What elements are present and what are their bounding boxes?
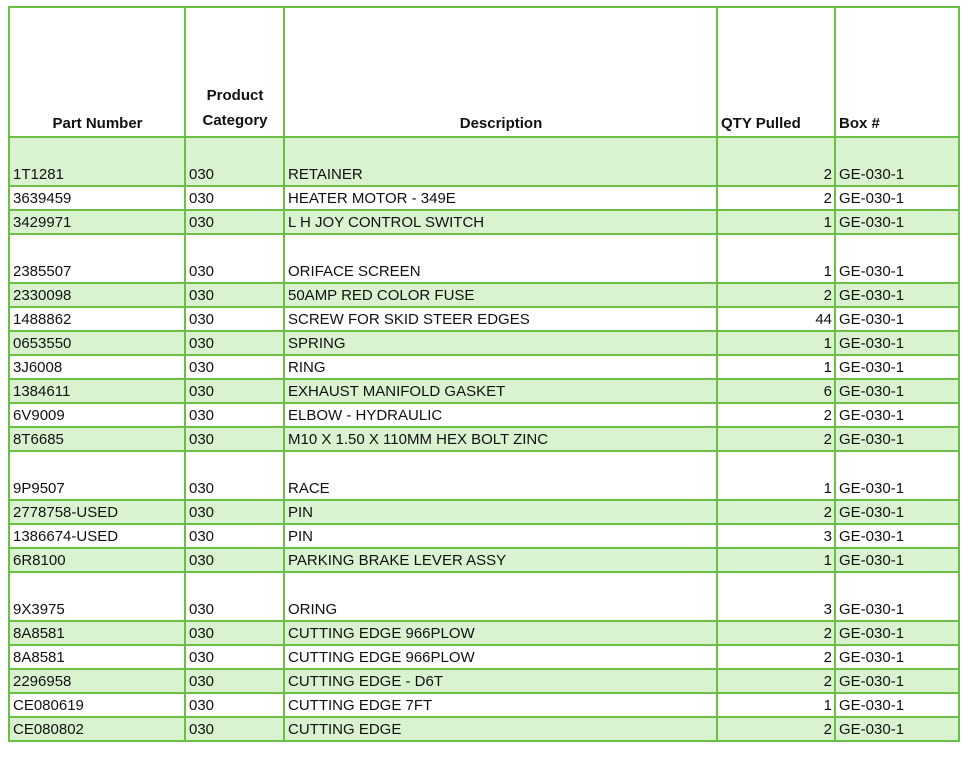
cell-product-category[interactable]: 030 bbox=[185, 645, 284, 669]
cell-description[interactable]: CUTTING EDGE - D6T bbox=[284, 669, 717, 693]
cell-qty-pulled[interactable]: 2 bbox=[717, 645, 835, 669]
table-row bbox=[9, 500, 959, 524]
cell-box[interactable]: GE-030-1 bbox=[835, 500, 959, 524]
cell-part-number[interactable]: 8A8581 bbox=[9, 645, 185, 669]
cell-product-category[interactable]: 030 bbox=[185, 331, 284, 355]
cell-qty-pulled[interactable]: 1 bbox=[717, 355, 835, 379]
cell-description[interactable]: CUTTING EDGE 966PLOW bbox=[284, 621, 717, 645]
cell-description[interactable]: SCREW FOR SKID STEER EDGES bbox=[284, 307, 717, 331]
cell-qty-pulled[interactable]: 2 bbox=[717, 137, 835, 186]
cell-part-number[interactable]: CE080619 bbox=[9, 693, 185, 717]
table-row bbox=[9, 283, 959, 307]
header-product-category[interactable]: Product Category bbox=[185, 7, 284, 137]
cell-qty-pulled[interactable]: 1 bbox=[717, 693, 835, 717]
cell-qty-pulled[interactable]: 6 bbox=[717, 379, 835, 403]
cell-description[interactable]: HEATER MOTOR - 349E bbox=[284, 186, 717, 210]
cell-qty-pulled[interactable]: 2 bbox=[717, 403, 835, 427]
cell-qty-pulled[interactable]: 3 bbox=[717, 572, 835, 621]
cell-description[interactable]: CUTTING EDGE 7FT bbox=[284, 693, 717, 717]
table-row bbox=[9, 693, 959, 717]
cell-box[interactable]: GE-030-1 bbox=[835, 548, 959, 572]
cell-description[interactable]: 50AMP RED COLOR FUSE bbox=[284, 283, 717, 307]
cell-part-number[interactable]: 2296958 bbox=[9, 669, 185, 693]
cell-qty-pulled[interactable]: 1 bbox=[717, 548, 835, 572]
cell-box[interactable]: GE-030-1 bbox=[835, 717, 959, 741]
table-row bbox=[9, 524, 959, 548]
table-row bbox=[9, 669, 959, 693]
cell-qty-pulled[interactable]: 1 bbox=[717, 331, 835, 355]
cell-description[interactable]: ORIFACE SCREEN bbox=[284, 234, 717, 283]
cell-product-category[interactable]: 030 bbox=[185, 451, 284, 500]
header-description[interactable]: Description bbox=[284, 7, 717, 137]
cell-box[interactable]: GE-030-1 bbox=[835, 403, 959, 427]
cell-box[interactable]: GE-030-1 bbox=[835, 451, 959, 500]
cell-description[interactable]: L H JOY CONTROL SWITCH bbox=[284, 210, 717, 234]
cell-box[interactable]: GE-030-1 bbox=[835, 524, 959, 548]
table-row bbox=[9, 621, 959, 645]
cell-part-number[interactable]: 1T1281 bbox=[9, 137, 185, 186]
cell-description[interactable]: PIN bbox=[284, 524, 717, 548]
cell-part-number[interactable]: 3639459 bbox=[9, 186, 185, 210]
cell-part-number[interactable]: 2778758-USED bbox=[9, 500, 185, 524]
cell-product-category[interactable]: 030 bbox=[185, 283, 284, 307]
cell-box[interactable]: GE-030-1 bbox=[835, 283, 959, 307]
cell-box[interactable]: GE-030-1 bbox=[835, 621, 959, 645]
table-row bbox=[9, 645, 959, 669]
cell-product-category[interactable]: 030 bbox=[185, 234, 284, 283]
cell-product-category[interactable]: 030 bbox=[185, 307, 284, 331]
table-row bbox=[9, 137, 959, 186]
cell-box[interactable]: GE-030-1 bbox=[835, 379, 959, 403]
cell-part-number[interactable]: 2385507 bbox=[9, 234, 185, 283]
cell-qty-pulled[interactable]: 2 bbox=[717, 427, 835, 451]
cell-box[interactable]: GE-030-1 bbox=[835, 427, 959, 451]
cell-description[interactable]: PIN bbox=[284, 500, 717, 524]
cell-product-category[interactable]: 030 bbox=[185, 500, 284, 524]
table-row bbox=[9, 355, 959, 379]
cell-description[interactable]: RETAINER bbox=[284, 137, 717, 186]
cell-product-category[interactable]: 030 bbox=[185, 524, 284, 548]
cell-part-number[interactable]: 0653550 bbox=[9, 331, 185, 355]
cell-box[interactable]: GE-030-1 bbox=[835, 234, 959, 283]
cell-part-number[interactable]: 1386674-USED bbox=[9, 524, 185, 548]
cell-product-category[interactable]: 030 bbox=[185, 137, 284, 186]
cell-product-category[interactable]: 030 bbox=[185, 693, 284, 717]
cell-product-category[interactable]: 030 bbox=[185, 427, 284, 451]
cell-description[interactable]: RACE bbox=[284, 451, 717, 500]
cell-box[interactable]: GE-030-1 bbox=[835, 210, 959, 234]
cell-part-number[interactable]: 6V9009 bbox=[9, 403, 185, 427]
table-row bbox=[9, 307, 959, 331]
cell-description[interactable]: RING bbox=[284, 355, 717, 379]
cell-part-number[interactable]: 8A8581 bbox=[9, 621, 185, 645]
table-row bbox=[9, 548, 959, 572]
cell-qty-pulled[interactable]: 1 bbox=[717, 210, 835, 234]
header-box[interactable]: Box # bbox=[835, 7, 959, 137]
table-row bbox=[9, 210, 959, 234]
cell-part-number[interactable]: 1488862 bbox=[9, 307, 185, 331]
cell-description[interactable]: CUTTING EDGE bbox=[284, 717, 717, 741]
cell-product-category[interactable]: 030 bbox=[185, 186, 284, 210]
cell-box[interactable]: GE-030-1 bbox=[835, 693, 959, 717]
cell-part-number[interactable]: 6R8100 bbox=[9, 548, 185, 572]
cell-qty-pulled[interactable]: 3 bbox=[717, 524, 835, 548]
cell-description[interactable]: ELBOW - HYDRAULIC bbox=[284, 403, 717, 427]
header-part-number[interactable]: Part Number bbox=[9, 7, 185, 137]
cell-part-number[interactable]: 1384611 bbox=[9, 379, 185, 403]
cell-qty-pulled[interactable]: 44 bbox=[717, 307, 835, 331]
cell-description[interactable]: SPRING bbox=[284, 331, 717, 355]
table-row bbox=[9, 403, 959, 427]
cell-qty-pulled[interactable]: 2 bbox=[717, 500, 835, 524]
cell-part-number[interactable]: 9X3975 bbox=[9, 572, 185, 621]
table-row bbox=[9, 331, 959, 355]
cell-product-category[interactable]: 030 bbox=[185, 669, 284, 693]
cell-description[interactable]: ORING bbox=[284, 572, 717, 621]
cell-part-number[interactable]: 2330098 bbox=[9, 283, 185, 307]
cell-product-category[interactable]: 030 bbox=[185, 355, 284, 379]
table-row bbox=[9, 186, 959, 210]
cell-qty-pulled[interactable]: 2 bbox=[717, 621, 835, 645]
table-row bbox=[9, 427, 959, 451]
cell-qty-pulled[interactable]: 1 bbox=[717, 451, 835, 500]
cell-part-number[interactable]: 3429971 bbox=[9, 210, 185, 234]
table-row bbox=[9, 234, 959, 283]
cell-box[interactable]: GE-030-1 bbox=[835, 355, 959, 379]
header-qty-pulled[interactable]: QTY Pulled bbox=[717, 7, 835, 137]
cell-box[interactable]: GE-030-1 bbox=[835, 645, 959, 669]
cell-product-category[interactable]: 030 bbox=[185, 621, 284, 645]
cell-part-number[interactable]: 9P9507 bbox=[9, 451, 185, 500]
header-row bbox=[9, 7, 959, 137]
cell-box[interactable]: GE-030-1 bbox=[835, 331, 959, 355]
cell-box[interactable]: GE-030-1 bbox=[835, 186, 959, 210]
cell-part-number[interactable]: 3J6008 bbox=[9, 355, 185, 379]
cell-description[interactable]: EXHAUST MANIFOLD GASKET bbox=[284, 379, 717, 403]
cell-part-number[interactable]: CE080802 bbox=[9, 717, 185, 741]
cell-product-category[interactable]: 030 bbox=[185, 717, 284, 741]
cell-product-category[interactable]: 030 bbox=[185, 572, 284, 621]
cell-description[interactable]: PARKING BRAKE LEVER ASSY bbox=[284, 548, 717, 572]
cell-qty-pulled[interactable]: 2 bbox=[717, 283, 835, 307]
cell-product-category[interactable]: 030 bbox=[185, 403, 284, 427]
cell-qty-pulled[interactable]: 1 bbox=[717, 234, 835, 283]
cell-part-number[interactable]: 8T6685 bbox=[9, 427, 185, 451]
cell-description[interactable]: CUTTING EDGE 966PLOW bbox=[284, 645, 717, 669]
table-row bbox=[9, 717, 959, 741]
cell-qty-pulled[interactable]: 2 bbox=[717, 669, 835, 693]
parts-spreadsheet bbox=[8, 6, 960, 742]
cell-product-category[interactable]: 030 bbox=[185, 379, 284, 403]
table-row bbox=[9, 572, 959, 621]
cell-qty-pulled[interactable]: 2 bbox=[717, 186, 835, 210]
cell-box[interactable]: GE-030-1 bbox=[835, 307, 959, 331]
table-row bbox=[9, 451, 959, 500]
cell-description[interactable]: M10 X 1.50 X 110MM HEX BOLT ZINC bbox=[284, 427, 717, 451]
cell-qty-pulled[interactable]: 2 bbox=[717, 717, 835, 741]
cell-box[interactable]: GE-030-1 bbox=[835, 137, 959, 186]
cell-product-category[interactable]: 030 bbox=[185, 548, 284, 572]
cell-box[interactable]: GE-030-1 bbox=[835, 572, 959, 621]
cell-box[interactable]: GE-030-1 bbox=[835, 669, 959, 693]
cell-product-category[interactable]: 030 bbox=[185, 210, 284, 234]
table-row bbox=[9, 379, 959, 403]
